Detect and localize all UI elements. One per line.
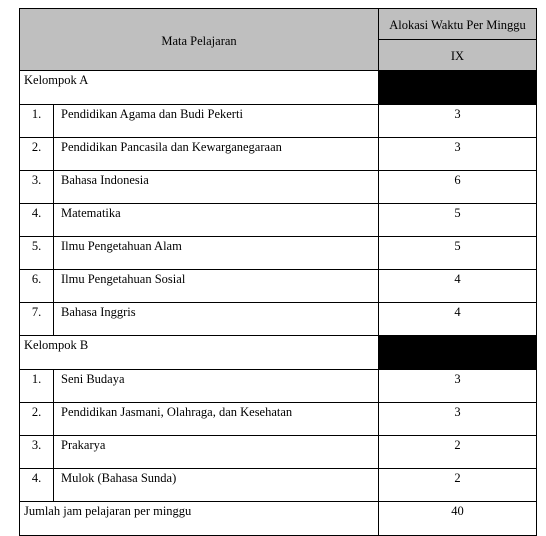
table-row [20,370,537,403]
group-row-a [20,71,537,105]
row-number: 3. [20,171,54,204]
hours-value: 3 [379,138,537,171]
row-number: 7. [20,303,54,336]
row-number: 3. [20,436,54,469]
row-number: 1. [20,105,54,138]
subject-name: Ilmu Pengetahuan Alam [54,237,379,270]
group-marker-b [379,336,537,370]
header-subject [20,9,379,71]
hours-value: 3 [379,105,537,138]
total-row [20,502,537,536]
table-row [20,105,537,138]
row-number: 2. [20,403,54,436]
group-label-b: Kelompok B [20,336,379,370]
header-row-top [20,9,537,40]
table-row [20,204,537,237]
total-label: Jumlah jam pelajaran per minggu [20,502,379,536]
hours-value: 4 [379,303,537,336]
subject-name: Matematika [54,204,379,237]
header-time-label: Alokasi Waktu Per Minggu [389,18,526,32]
table-row [20,303,537,336]
row-number: 2. [20,138,54,171]
subject-name: Pendidikan Agama dan Budi Pekerti [54,105,379,138]
header-subject-label: Mata Pelajaran [161,33,237,48]
table-row [20,270,537,303]
subject-name: Pendidikan Jasmani, Olahraga, dan Kesehatan [54,403,379,436]
hours-value: 6 [379,171,537,204]
subject-name: Pendidikan Pancasila dan Kewarganegaraan [54,138,379,171]
header-grade [379,40,537,71]
table-row [20,171,537,204]
table-row [20,403,537,436]
hours-value: 2 [379,436,537,469]
table-row [20,138,537,171]
row-number: 1. [20,370,54,403]
row-number: 4. [20,469,54,502]
hours-value: 5 [379,237,537,270]
subject-name: Ilmu Pengetahuan Sosial [54,270,379,303]
hours-value: 3 [379,403,537,436]
hours-value: 5 [379,204,537,237]
subject-name: Mulok (Bahasa Sunda) [54,469,379,502]
row-number: 4. [20,204,54,237]
hours-value: 2 [379,469,537,502]
subject-name: Prakarya [54,436,379,469]
header-grade-label: IX [450,49,465,63]
subject-name: Bahasa Inggris [54,303,379,336]
hours-value: 3 [379,370,537,403]
group-label-a: Kelompok A [20,71,379,105]
hours-value: 4 [379,270,537,303]
group-marker-a [379,71,537,105]
header-time-allocation [379,9,537,40]
curriculum-table [19,8,537,536]
subject-name: Bahasa Indonesia [54,171,379,204]
table-row [20,237,537,270]
subject-name: Seni Budaya [54,370,379,403]
table-row [20,469,537,502]
group-row-b [20,336,537,370]
total-hours: 40 [379,502,537,536]
row-number: 5. [20,237,54,270]
row-number: 6. [20,270,54,303]
table-row [20,436,537,469]
